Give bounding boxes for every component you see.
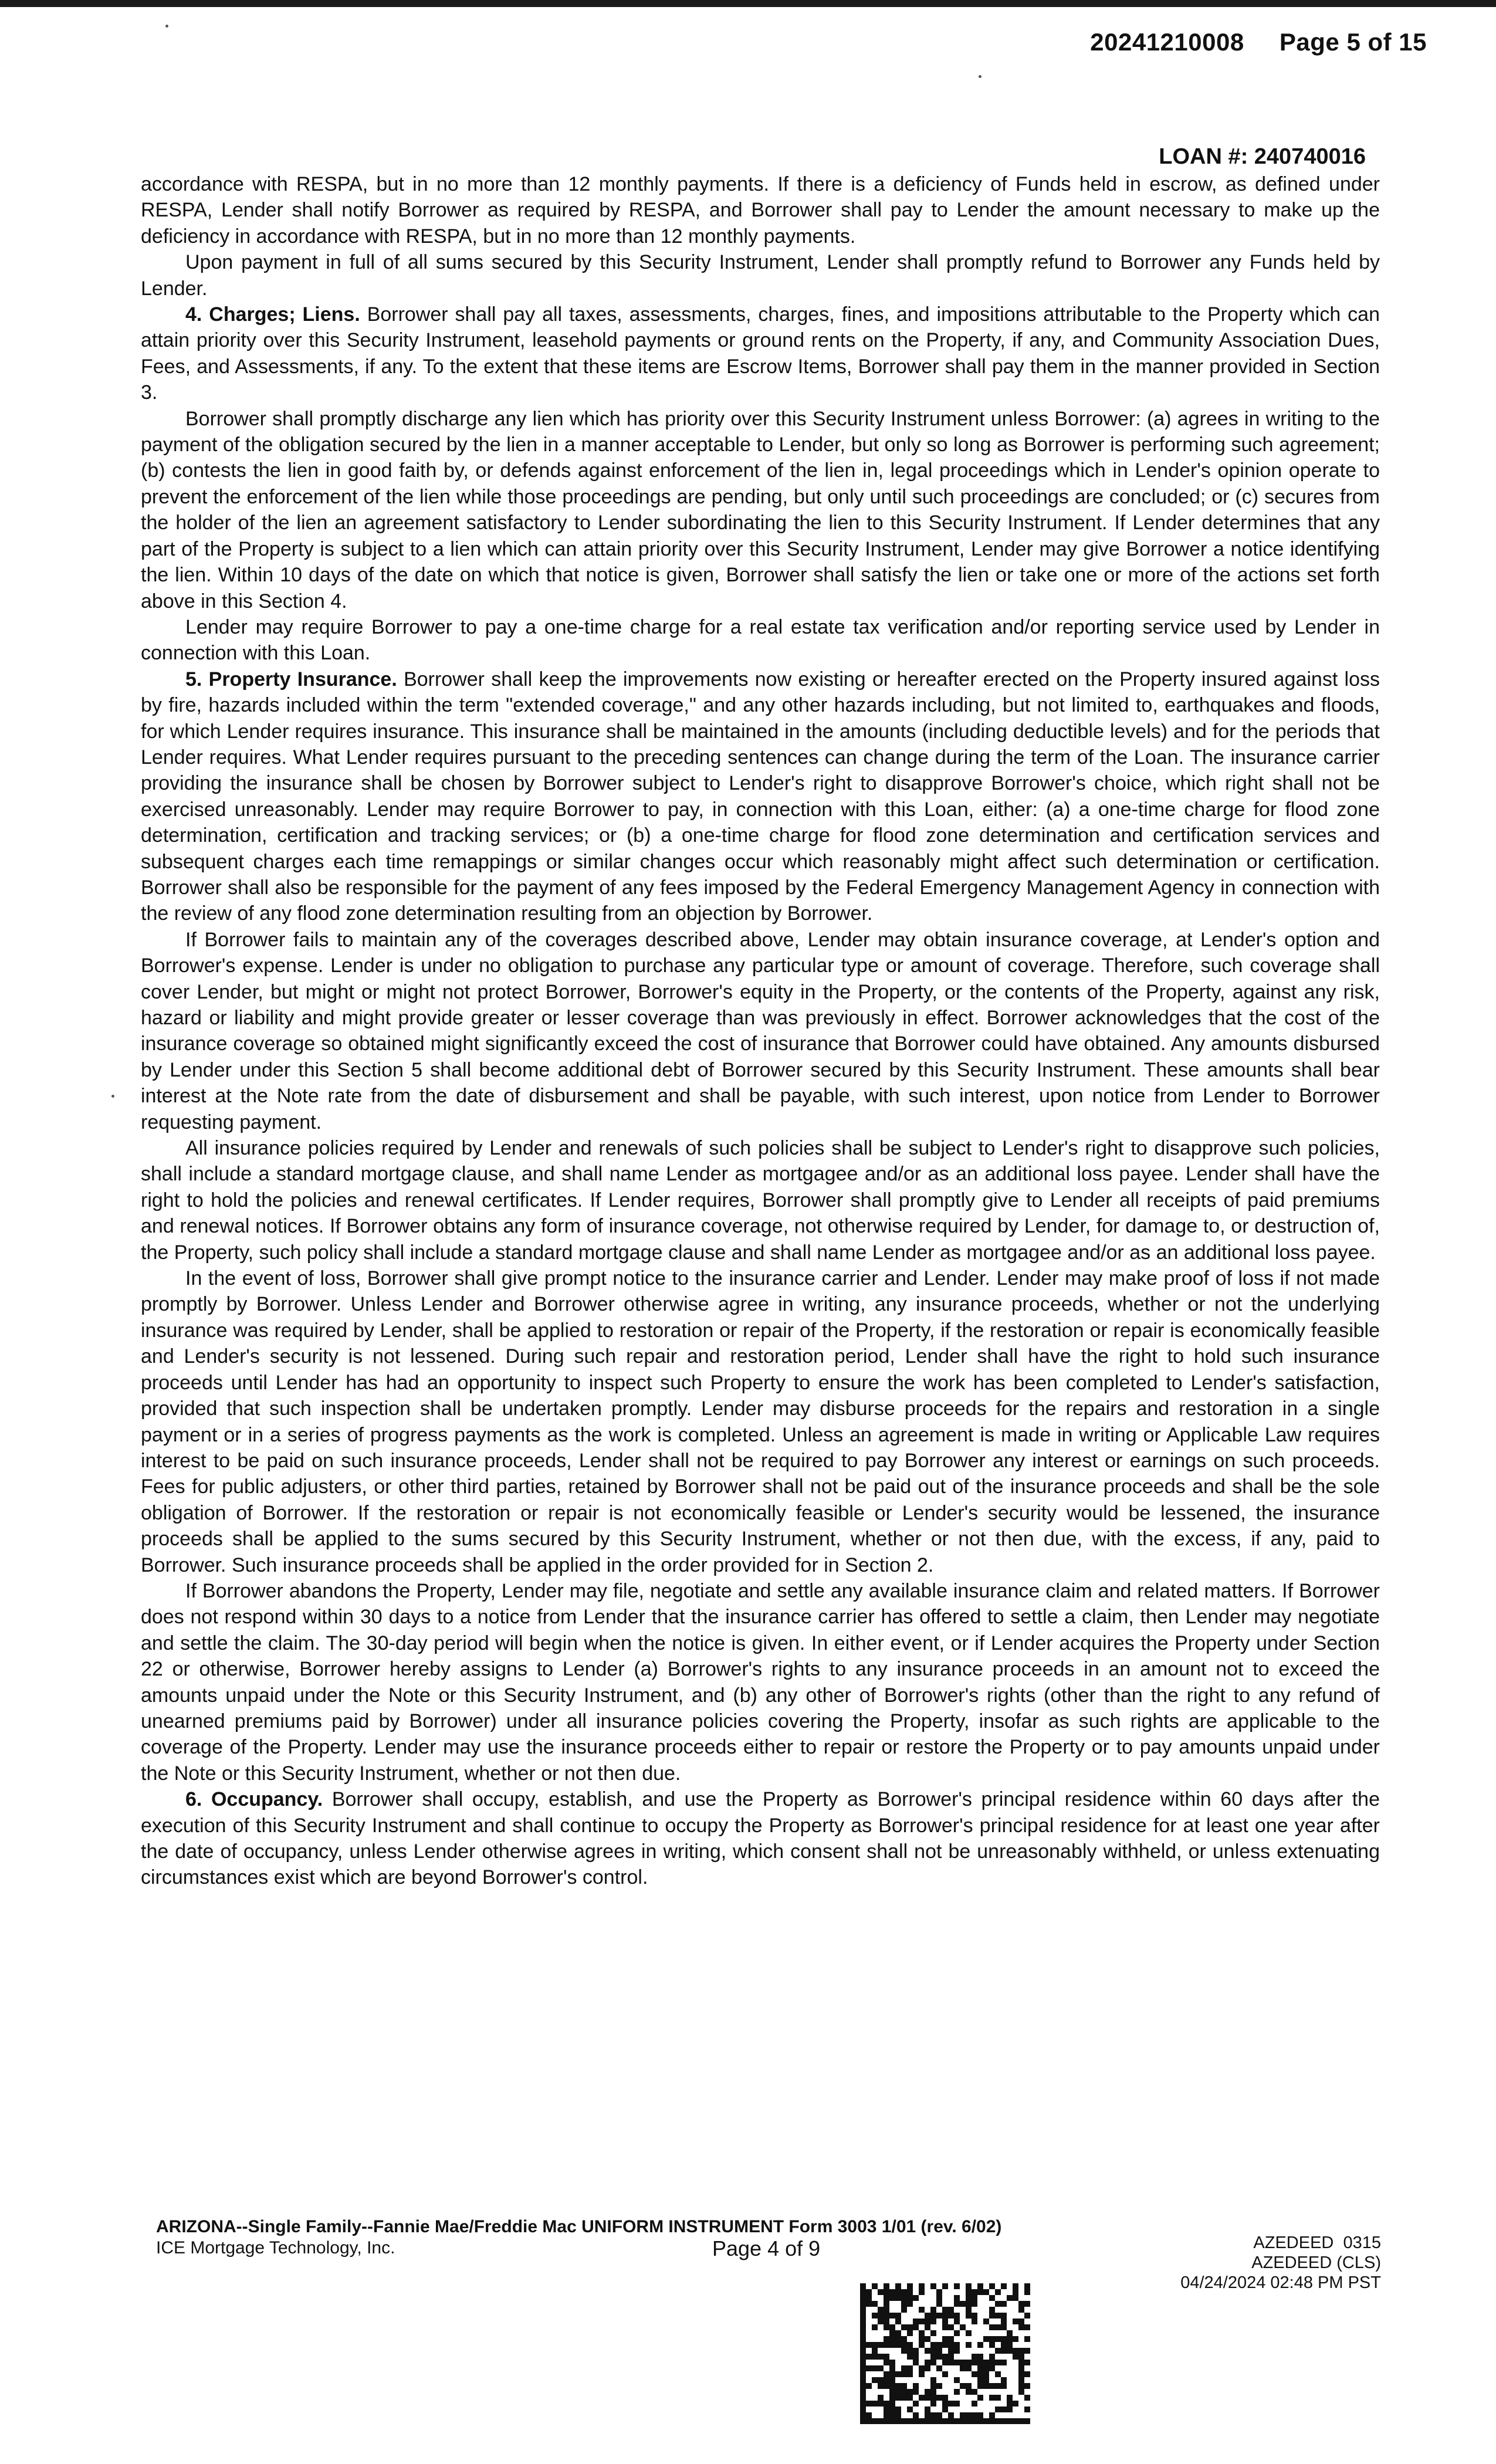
- paragraph-lien-discharge: Borrower shall promptly discharge any lien which has priority over this Security Instrument unless Borrower: (a) agrees in writing to the payment of the obligation secured by the lien in a manner acceptable to Lender, but only so long as Borrower is performing such agreement; (b) contests the lien in good faith by, or defends against enforcement of the lien in, legal proceedings which in Lender's opinion operate to prevent the enforcement of the lien while those proceedings are pending, but only until such proceedings are concluded; or (c) secures from the holder of the lien an agreement satisfactory to Lender subordinating the lien to this Security Instrument. If Lender determines that any part of the Property is subject to a lien which can attain priority over this Security Instrument, Lender may give Borrower a notice identifying the lien. Within 10 days of the date on which that notice is given, Borrower shall satisfy the lien or take one or more of the actions set forth above in this Section 4.: [141, 407, 1380, 612]
- paragraph-event-of-loss: In the event of loss, Borrower shall give prompt notice to the insurance carrier and Lender. Lender may make proof of loss if not made promptly by Borrower. Unless Lender and Borrower otherwise agree in writing, any insurance proceeds, whether or not the underlying insurance was required by Lender, shall be applied to restoration or repair of the Property, if the restoration or repair is economically feasible and Lender's security is not lessened. During such repair and restoration period, Lender shall have the right to hold such insurance proceeds until Lender has had an opportunity to inspect such Property to ensure the work has been completed to Lender's satisfaction, provided that such inspection shall be undertaken promptly. Lender may disburse proceeds for the repairs and restoration in a single payment or in a series of progress payments as the work is completed. Unless an agreement is made in writing or Applicable Law requires interest to be paid on such insurance proceeds, Lender shall not be required to pay Borrower any interest or earnings on such proceeds. Fees for public adjusters, or other third parties, retained by Borrower shall not be paid out of the insurance proceeds and shall be the sole obligation of Borrower. If the restoration or repair is not economically feasible or Lender's security would be lessened, the insurance proceeds shall be applied to the sums secured by this Security Instrument, whether or not then due, with the excess, if any, paid to Borrower. Such insurance proceeds shall be applied in the order provided for in Section 2.: [141, 1267, 1380, 1576]
- footer-form-info: [156, 2216, 1001, 2259]
- scan-speck: [165, 25, 168, 28]
- 2d-barcode-icon: [860, 2283, 1030, 2424]
- top-scan-border: [0, 0, 1496, 7]
- paragraph-lender-coverage: If Borrower fails to maintain any of the coverages described above, Lender may obtain insurance coverage, at Lender's option and Borrower's expense. Lender is under no obligation to purchase any particular type or amount of coverage. Therefore, such coverage shall cover Lender, but might or might not protect Borrower, Borrower's equity in the Property, or the contents of the Property, against any risk, hazard or liability and might provide greater or lesser coverage than was previously in effect. Borrower acknowledges that the cost of the insurance coverage so obtained might significantly exceed the cost of insurance that Borrower could have obtained. Any amounts disbursed by Lender under this Section 5 shall become additional debt of Borrower secured by this Security Instrument. These amounts shall bear interest at the Note rate from the date of disbursement and shall be payable, with such interest, upon notice from Lender to Borrower requesting payment.: [141, 928, 1380, 1133]
- section-number: 6.: [185, 1788, 202, 1811]
- section-6-occupancy: [141, 1786, 1380, 1891]
- footer-form-line: ARIZONA--Single Family--Fannie Mae/Freddie Mac UNIFORM INSTRUMENT Form 3003 1/01 (rev. 6/02): [156, 2217, 1002, 2236]
- recording-number: 20241210008: [1090, 28, 1244, 56]
- footer-doc-codes: [1180, 2233, 1381, 2293]
- section-title: Property Insurance.: [208, 668, 397, 691]
- section-4-charges-liens: [141, 302, 1380, 406]
- footer-timestamp: 04/24/2024 02:48 PM PST: [1180, 2273, 1381, 2292]
- footer-company: ICE Mortgage Technology, Inc.: [156, 2238, 395, 2257]
- section-number: 5.: [185, 668, 202, 691]
- recording-page-label: Page 5 of 15: [1279, 28, 1427, 56]
- loan-number: LOAN #: 240740016: [1159, 144, 1366, 169]
- section-title: Occupancy.: [211, 1788, 323, 1811]
- footer-code-1: AZEDEED 0315: [1253, 2233, 1381, 2252]
- paragraph-insurance-policies: All insurance policies required by Lender and renewals of such policies shall be subject to Lender's right to disapprove such policies, shall include a standard mortgage clause, and shall name Lender as mortgagee and/or as an additional loss payee. Lender shall have the right to hold the policies and renewal certificates. If Lender requires, Borrower shall promptly give to Lender all receipts of paid premiums and renewal notices. If Borrower obtains any form of insurance coverage, not otherwise required by Lender, for damage to, or destruction of, the Property, such policy shall include a standard mortgage clause and shall name Lender as mortgagee and/or as an additional loss payee.: [141, 1137, 1380, 1264]
- section-text: Borrower shall occupy, establish, and use the Property as Borrower's principal residence within 60 days after the execution of this Security Instrument and shall continue to occupy the Property as Borrower's principal residence for at least one year after the date of occupancy, unless Lender otherwise agrees in writing, which consent shall not be unreasonably withheld, or unless extenuating circumstances exist which are beyond Borrower's control.: [141, 1788, 1380, 1889]
- section-number: 4.: [185, 303, 202, 326]
- paragraph-escrow-deficiency: accordance with RESPA, but in no more than 12 monthly payments. If there is a deficiency of Funds held in escrow, as defined under RESPA, Lender shall notify Borrower as required by RESPA, and Borrower shall pay to Lender the amount necessary to make up the deficiency in accordance with RESPA, but in no more than 12 monthly payments.: [141, 173, 1380, 248]
- document-body: [141, 171, 1380, 1891]
- recording-header: [1090, 28, 1427, 56]
- paragraph-abandonment: If Borrower abandons the Property, Lender may file, negotiate and settle any available insurance claim and related matters. If Borrower does not respond within 30 days to a notice from Lender that the insurance carrier has offered to settle a claim, then Lender may negotiate and settle the claim. The 30-day period will begin when the notice is given. In either event, or if Lender acquires the Property under Section 22 or otherwise, Borrower hereby assigns to Lender (a) Borrower's rights to any insurance proceeds in an amount not to exceed the amounts unpaid under the Note or this Security Instrument, and (b) any other of Borrower's rights (other than the right to any refund of unearned premiums paid by Borrower) under all insurance policies covering the Property, insofar as such rights are applicable to the coverage of the Property. Lender may use the insurance proceeds either to repair or restore the Property or to pay amounts unpaid under the Note or this Security Instrument, whether or not then due.: [141, 1579, 1380, 1785]
- section-5-property-insurance: [141, 666, 1380, 927]
- footer-page-number: Page 4 of 9: [712, 2236, 821, 2260]
- scan-speck: [111, 1095, 114, 1098]
- scan-speck: [979, 75, 981, 78]
- section-text: Borrower shall keep the improvements now existing or hereafter erected on the Property insured against loss by fire, hazards included within the term "extended coverage," and any other hazards including, but not limited to, earthquakes and floods, for which Lender requires insurance. This insurance shall be maintained in the amounts (including deductible levels) and for the periods that Lender requires. What Lender requires pursuant to the preceding sentences can change during the term of the Loan. The insurance carrier providing the insurance shall be chosen by Borrower subject to Lender's right to disapprove Borrower's choice, which right shall not be exercised unreasonably. Lender may require Borrower to pay, in connection with this Loan, either: (a) a one-time charge for flood zone determination, certification and tracking services; or (b) a one-time charge for flood zone determination and certification services and subsequent charges each time remappings or similar changes occur which reasonably might affect such determination or certification. Borrower shall also be responsible for the payment of any fees imposed by the Federal Emergency Management Agency in connection with the review of any flood zone determination resulting from an objection by Borrower.: [141, 668, 1380, 925]
- section-text: Borrower shall pay all taxes, assessments, charges, fines, and impositions attributable to the Property which can attain priority over this Security Instrument, leasehold payments or ground rents on the Property, if any, and Community Association Dues, Fees, and Assessments, if any. To the extent that these items are Escrow Items, Borrower shall pay them in the manner provided in Section 3.: [141, 303, 1380, 404]
- paragraph-refund: Upon payment in full of all sums secured by this Security Instrument, Lender shall promptly refund to Borrower any Funds held by Lender.: [141, 251, 1380, 300]
- section-title: Charges; Liens.: [209, 303, 360, 326]
- paragraph-tax-verification: Lender may require Borrower to pay a one-time charge for a real estate tax verification and/or reporting service used by Lender in connection with this Loan.: [141, 615, 1380, 665]
- footer-code-2: AZEDEED (CLS): [1251, 2253, 1381, 2272]
